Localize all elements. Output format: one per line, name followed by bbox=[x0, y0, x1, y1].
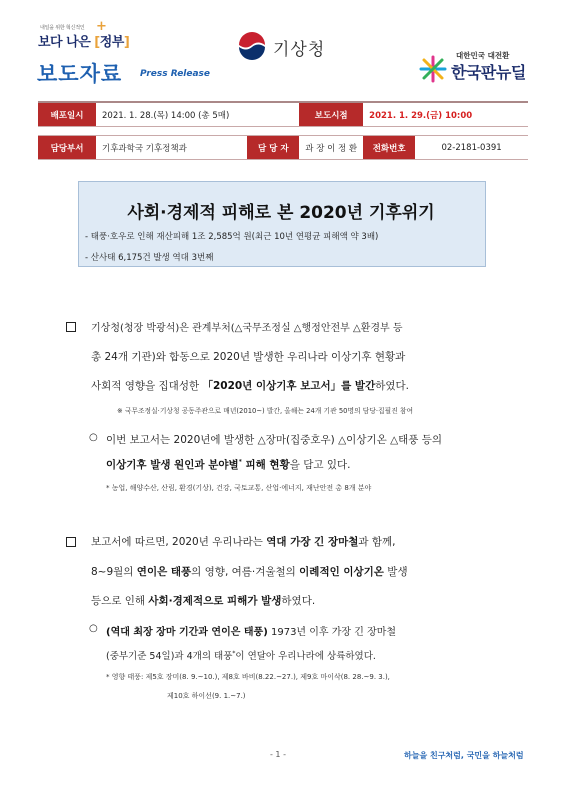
para2-line3 bbox=[91, 593, 315, 608]
para1-line3 bbox=[91, 378, 409, 393]
phone-value: 02-2181-0391 bbox=[415, 136, 528, 160]
agency-name: 기상청 bbox=[273, 40, 326, 60]
label-distribution: 배포일시 bbox=[38, 102, 96, 127]
slogan-main-text: 보다 나은 bbox=[38, 35, 91, 50]
subtitle-1: - 태풍·호우로 인해 재산피해 1조 2,585억 원(최근 10년 연평균 피해액 약 3배) bbox=[85, 232, 379, 242]
para2-sub-highlight: (역대 최장 장마 기간과 연이은 태풍) bbox=[106, 627, 268, 638]
label-department: 담당부서 bbox=[38, 136, 96, 160]
para1-line3-c: 하였다. bbox=[375, 380, 409, 392]
square-bullet-icon bbox=[66, 537, 76, 547]
person-value: 과 장 이 정 환 bbox=[299, 136, 363, 160]
para2-line2-a: 8~9월의 bbox=[91, 566, 137, 578]
release-info-table bbox=[38, 101, 528, 160]
para1-line1: 기상청(청장 박광석)은 관계부처(△국무조정실 △행정안전부 △환경부 등 bbox=[91, 323, 403, 334]
label-release: 보도시점 bbox=[299, 102, 363, 127]
para1-sub-star: * bbox=[238, 458, 242, 466]
para2-highlight-temperature: 이례적인 이상기온 bbox=[299, 566, 384, 578]
para1-note: ※ 국무조정실·기상청 공동주관으로 매년(2010~) 발간, 올해는 24개 기관 50명의 담당·집필진 참여 bbox=[117, 407, 414, 415]
circle-bullet-icon: ○ bbox=[89, 432, 98, 443]
subtitle-2: - 산사태 6,175건 발생 역대 3번째 bbox=[85, 253, 214, 263]
para1-sub-line1: 이번 보고서는 2020년에 발생한 △장마(집중호우) △이상기온 △태풍 등의 bbox=[106, 434, 443, 446]
para2-note-line1: * 영향 태풍: 제5호 장미(8. 9.~10.), 제8호 바비(8.22.~27.), 제9호 마이삭(8. 28.~9. 3.), bbox=[106, 673, 390, 681]
para2-sub-line1 bbox=[106, 623, 396, 638]
kma-emblem-icon bbox=[236, 30, 268, 62]
label-person: 담 당 자 bbox=[247, 136, 299, 160]
press-subtitle: Press Release bbox=[140, 69, 211, 79]
para2-line1-a: 보고서에 따르면, 2020년 우리나라는 bbox=[91, 536, 267, 548]
square-bullet-icon bbox=[66, 322, 76, 332]
para2-line3-c: 하였다. bbox=[281, 595, 316, 607]
main-title: 사회·경제적 피해로 본 2020년 기후위기 bbox=[127, 203, 435, 223]
circle-bullet-icon: ○ bbox=[89, 623, 98, 634]
para1-line2: 총 24개 기관)와 합동으로 2020년 발생한 우리나라 이상기후 현황과 bbox=[91, 351, 406, 363]
new-deal-title: 한국판뉴딜 bbox=[451, 63, 526, 82]
para2-highlight-typhoon: 연이은 태풍 bbox=[136, 566, 192, 578]
para2-line2 bbox=[91, 564, 408, 579]
plus-icon: + bbox=[96, 19, 107, 34]
para1-sub-note: * 농업, 해양수산, 산림, 환경(기상), 건강, 국토교통, 산업·에너지, 재난안전 총 8개 분야 bbox=[106, 484, 372, 492]
para2-sub-line1-b: 1973년 이후 가장 긴 장마철 bbox=[267, 627, 397, 638]
para1-sub-line2-c: 을 담고 있다. bbox=[289, 459, 351, 471]
press-title: 보도자료 bbox=[37, 62, 123, 86]
para2-sub-star: * bbox=[232, 649, 236, 657]
para2-highlight-damage: 사회·경제적으로 피해가 발생 bbox=[148, 595, 282, 607]
para2-note-line2: 제10호 하이선(9. 1.~7.) bbox=[167, 692, 246, 700]
slogan-bracket-text: 정부 bbox=[99, 35, 124, 50]
release-value: 2021. 1. 29.(금) 10:00 bbox=[363, 102, 528, 127]
para2-highlight-monsoon: 역대 가장 긴 장마철 bbox=[266, 536, 359, 548]
distribution-value: 2021. 1. 28.(목) 14:00 (총 5매) bbox=[96, 102, 299, 127]
para2-sub-line2-a: (중부기준 54일)과 4개의 태풍 bbox=[106, 651, 233, 662]
page-number: - 1 - bbox=[270, 750, 286, 759]
footer-slogan: 하늘을 친구처럼, 국민을 하늘처럼 bbox=[404, 751, 524, 760]
para1-sub-highlight-b: 피해 현황 bbox=[241, 459, 290, 471]
para1-sub-line2 bbox=[106, 457, 350, 472]
slogan-main: 보다 나은 [정부] bbox=[38, 35, 130, 50]
para2-sub-line2 bbox=[106, 648, 376, 662]
para2-line1-c: 과 함께, bbox=[358, 536, 396, 548]
new-deal-logo-icon bbox=[418, 54, 448, 84]
para1-line3-a: 사회적 영향을 집대성한 bbox=[91, 380, 203, 392]
para2-line2-e: 발생 bbox=[383, 566, 408, 578]
label-phone: 전화번호 bbox=[363, 136, 415, 160]
new-deal-small: 대한민국 대전환 bbox=[456, 51, 510, 60]
para2-sub-line2-b: 이 연달아 우리나라에 상륙하였다. bbox=[235, 651, 376, 662]
para2-line3-a: 등으로 인해 bbox=[91, 595, 149, 607]
para1-sub-highlight-a: 이상기후 발생 원인과 분야별 bbox=[106, 459, 239, 471]
para2-line2-c: 의 영향, 여름·겨울철의 bbox=[191, 566, 300, 578]
para2-line1 bbox=[91, 534, 396, 549]
slogan-small: 내일을 위한 혁신적인 bbox=[40, 25, 85, 31]
department-value: 기후과학국 기후정책과 bbox=[96, 136, 247, 160]
report-title-highlight: 「2020년 이상기후 보고서」를 발간 bbox=[202, 380, 376, 392]
